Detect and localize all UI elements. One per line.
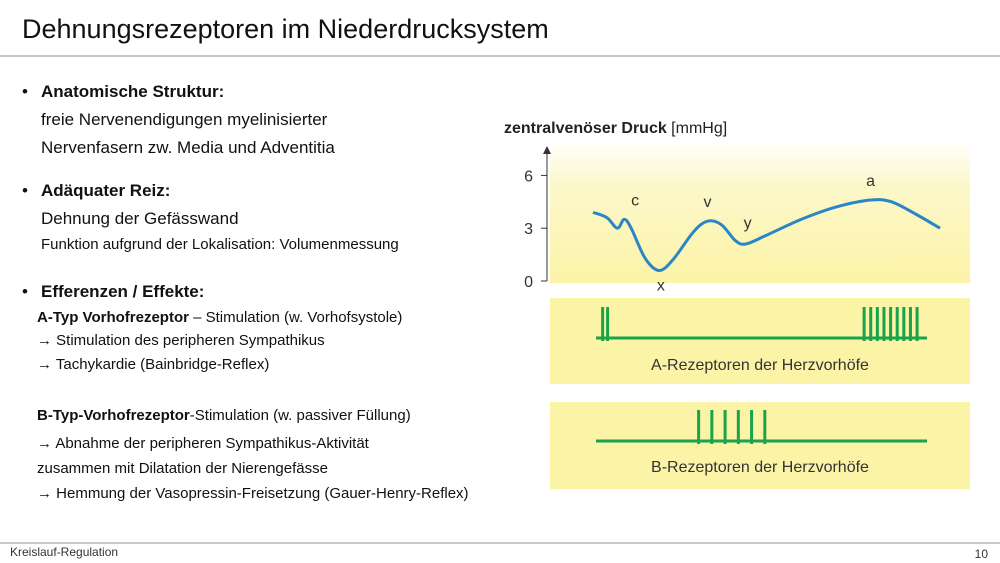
annotation-x: x (656, 277, 665, 295)
b-effect-3: → Hemmung der Vasopressin-Freisetzung (Gauer-Henry-Reflex) (37, 485, 469, 502)
y-tick-label: 3 (524, 221, 533, 239)
a-receptor-label: A-Rezeptoren der Herzvorhöfe (651, 357, 869, 374)
bullet-marker: • (22, 282, 28, 301)
a-effect-2: → Tachykardie (Bainbridge-Reflex) (37, 356, 270, 373)
chart-title-unit: [mmHg] (666, 120, 728, 137)
stimulus-heading: Adäquater Reiz: (41, 181, 171, 200)
y-tick-label: 0 (524, 274, 533, 291)
anatomy-line-2: Nervenfasern zw. Media und Adventitia (41, 138, 335, 157)
y-tick-label: 6 (524, 168, 533, 186)
y-axis-arrow (543, 146, 551, 154)
a-effect-1: → Stimulation des peripheren Sympathikus (37, 332, 325, 349)
annotation-y: y (743, 215, 752, 233)
bullet-marker: • (22, 82, 28, 101)
annotation-c: c (631, 192, 640, 210)
b-type-bold: B-Typ-Vorhofrezeptor (37, 407, 190, 424)
chart-background (550, 140, 970, 283)
a-type-rest: – Stimulation (w. Vorhofsystole) (188, 309, 403, 326)
b-receptor-label: B-Rezeptoren der Herzvorhöfe (651, 459, 869, 476)
stimulus-line-1: Dehnung der Gefässwand (41, 209, 239, 228)
b-effect-1: → Abnahme der peripheren Sympathikus-Aktivität (37, 435, 369, 452)
footer-label: Kreislauf-Regulation (10, 545, 119, 559)
anatomy-line-1: freie Nervenendigungen myelinisierter (41, 110, 328, 129)
anatomy-heading: Anatomische Struktur: (41, 82, 225, 101)
stimulus-line-2: Funktion aufgrund der Lokalisation: Volumenmessung (41, 236, 399, 253)
slide-title: Dehnungsrezeptoren im Niederdrucksystem (22, 14, 549, 44)
footer-divider (0, 542, 1000, 544)
efferents-heading: Efferenzen / Effekte: (41, 282, 205, 301)
annotation-v: v (703, 194, 712, 212)
page-number: 10 (974, 547, 988, 561)
a-type-bold: A-Typ Vorhofrezeptor (37, 309, 189, 326)
bullet-marker: • (22, 181, 28, 200)
chart-title-bold: zentralvenöser Druck (504, 120, 667, 137)
b-effect-2: zusammen mit Dilatation der Nierengefässe (37, 460, 328, 477)
chart-title (504, 120, 727, 137)
annotation-a: a (866, 173, 876, 191)
b-type-rest: -Stimulation (w. passiver Füllung) (189, 407, 411, 424)
